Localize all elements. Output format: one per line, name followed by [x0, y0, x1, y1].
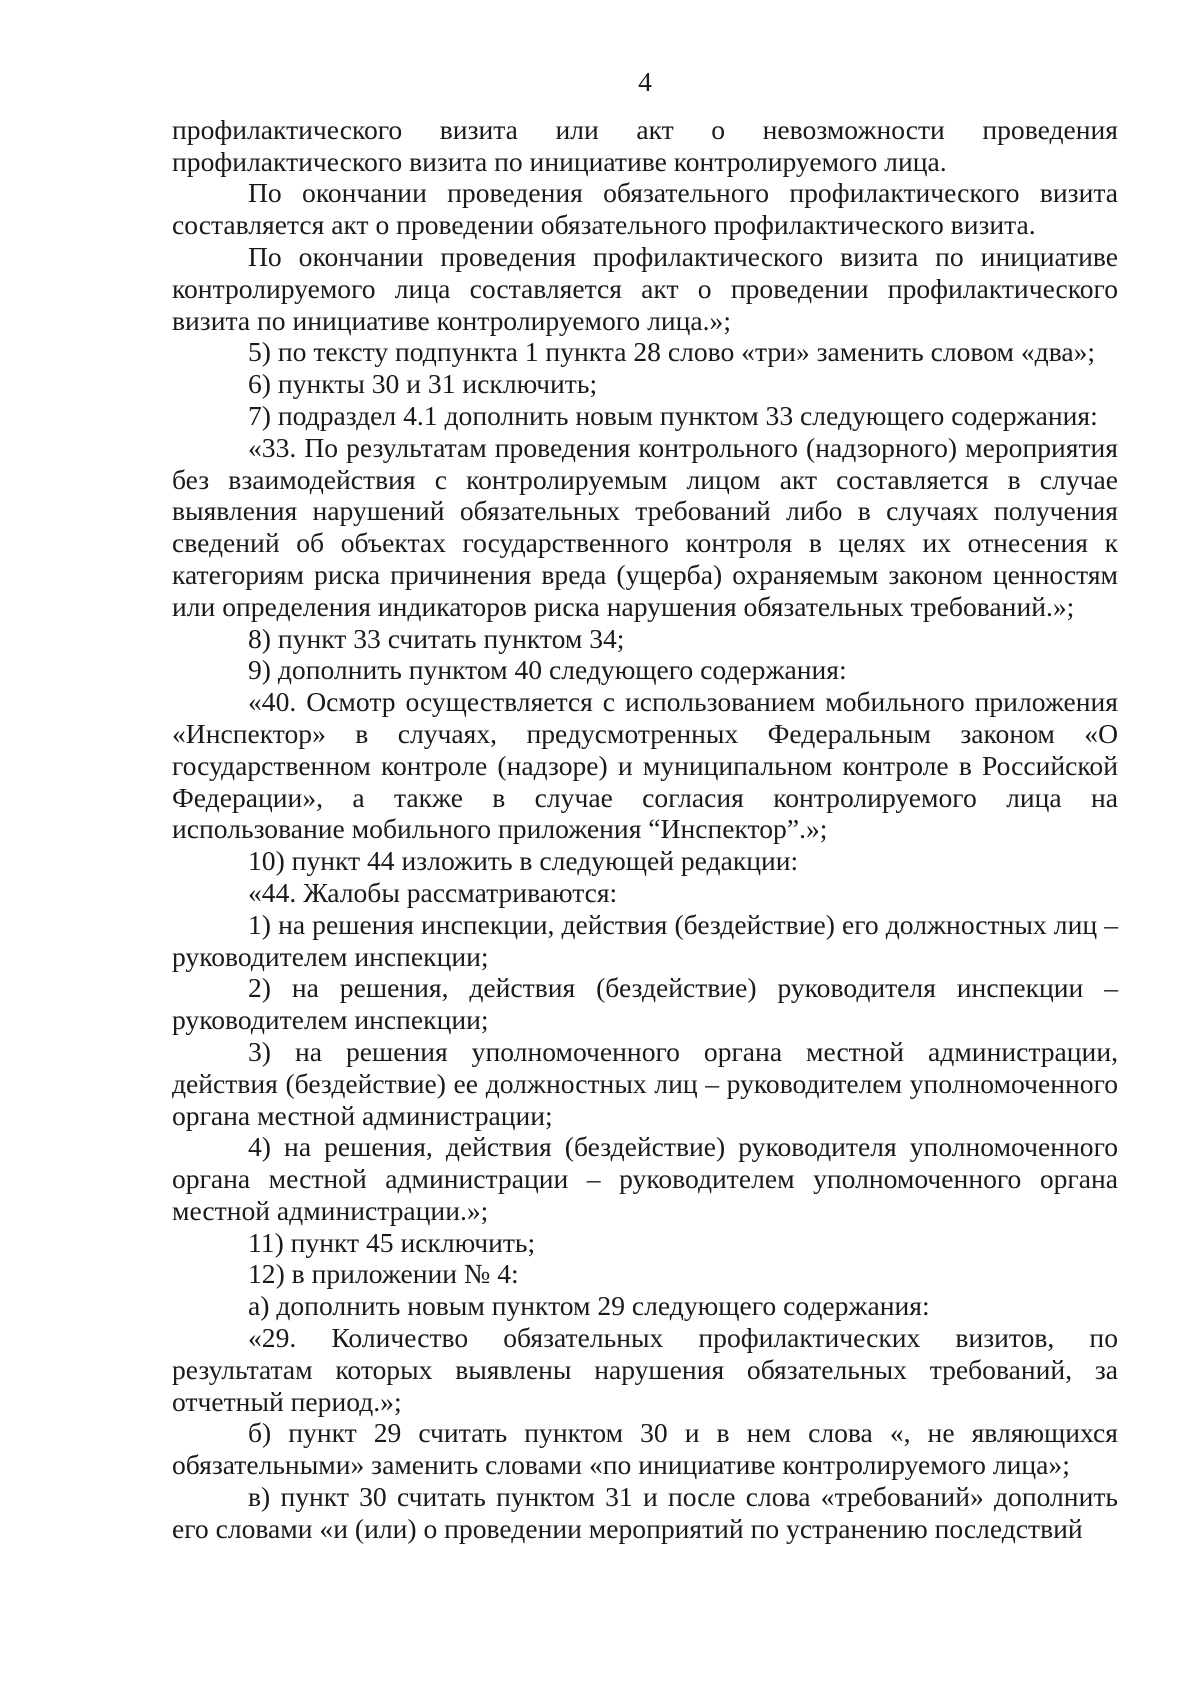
list-item: 9) дополнить пунктом 40 следующего содержания:: [248, 654, 847, 686]
paragraph: профилактического визита или акт о невозможности проведения профилактического визита по инициативе контролируемого лица.: [172, 113, 1118, 177]
list-item: 1) на решения инспекции, действия (бездействие) его должностных лиц – руководителем инспекции;: [172, 908, 1118, 972]
list-item: 2) на решения, действия (бездействие) руководителя инспекции – руководителем инспекции;: [172, 972, 1118, 1036]
list-item: 3) на решения уполномоченного органа местной администрации, действия (бездействие) ее должностных лиц – руководителем уполномоченного органа местной администрации;: [172, 1035, 1118, 1131]
paragraph: По окончании проведения профилактического визита по инициативе контролируемого лица составляется акт о проведении профилактического визита по инициативе контролируемого лица.»;: [172, 240, 1118, 336]
quoted-paragraph: «29. Количество обязательных профилактических визитов, по результатам которых выявлены нарушения обязательных требований, за отчетный период.»;: [172, 1322, 1118, 1417]
list-item: 12) в приложении № 4:: [248, 1258, 519, 1290]
list-item: 11) пункт 45 исключить;: [248, 1226, 536, 1258]
list-item: 6) пункты 30 и 31 исключить;: [248, 368, 598, 400]
list-item: б) пункт 29 считать пунктом 30 и в нем слова «, не являющихся обязательными» заменить словами «по инициативе контролируемого лица»;: [172, 1417, 1118, 1481]
quoted-paragraph: «40. Осмотр осуществляется с использованием мобильного приложения «Инспектор» в случаях, предусмотренных Федеральным законом «О государственном контроле (надзоре) и муниципальном контроле в Российской Федерации», а также в случае согласия контролируемого лица на использование мобильного приложения “Инспектор”.»;: [172, 686, 1118, 845]
quoted-paragraph: «44. Жалобы рассматриваются:: [248, 876, 618, 908]
list-item: а) дополнить новым пунктом 29 следующего содержания:: [248, 1290, 930, 1322]
list-item: 5) по тексту подпункта 1 пункта 28 слово «три» заменить словом «два»;: [248, 336, 1096, 368]
list-item: 4) на решения, действия (бездействие) руководителя уполномоченного органа местной администрации – руководителем уполномоченного органа местной администрации.»;: [172, 1131, 1118, 1226]
page-number: 4: [638, 66, 652, 97]
quoted-paragraph: «33. По результатам проведения контрольного (надзорного) мероприятия без взаимодействия с контролируемым лицом акт составляется в случае выявления нарушений обязательных требований либо в случаях получения сведений об объектах государственного контроля в целях их отнесения к категориям риска причинения вреда (ущерба) охраняемым законом ценностям или определения индикаторов риска нарушения обязательных требований.»;: [172, 431, 1118, 622]
document-page: [172, 66, 1118, 1545]
document-body: [172, 114, 1118, 1545]
list-item: 10) пункт 44 изложить в следующей редакции:: [248, 845, 799, 877]
paragraph: По окончании проведения обязательного профилактического визита составляется акт о проведении обязательного профилактического визита.: [172, 177, 1118, 241]
list-item: 8) пункт 33 считать пунктом 34;: [248, 622, 625, 654]
list-item: 7) подраздел 4.1 дополнить новым пунктом 33 следующего содержания:: [248, 399, 1098, 431]
list-item: в) пункт 30 считать пунктом 31 и после слова «требований» дополнить его словами «и (или) о проведении мероприятий по устранению последствий: [172, 1481, 1118, 1544]
